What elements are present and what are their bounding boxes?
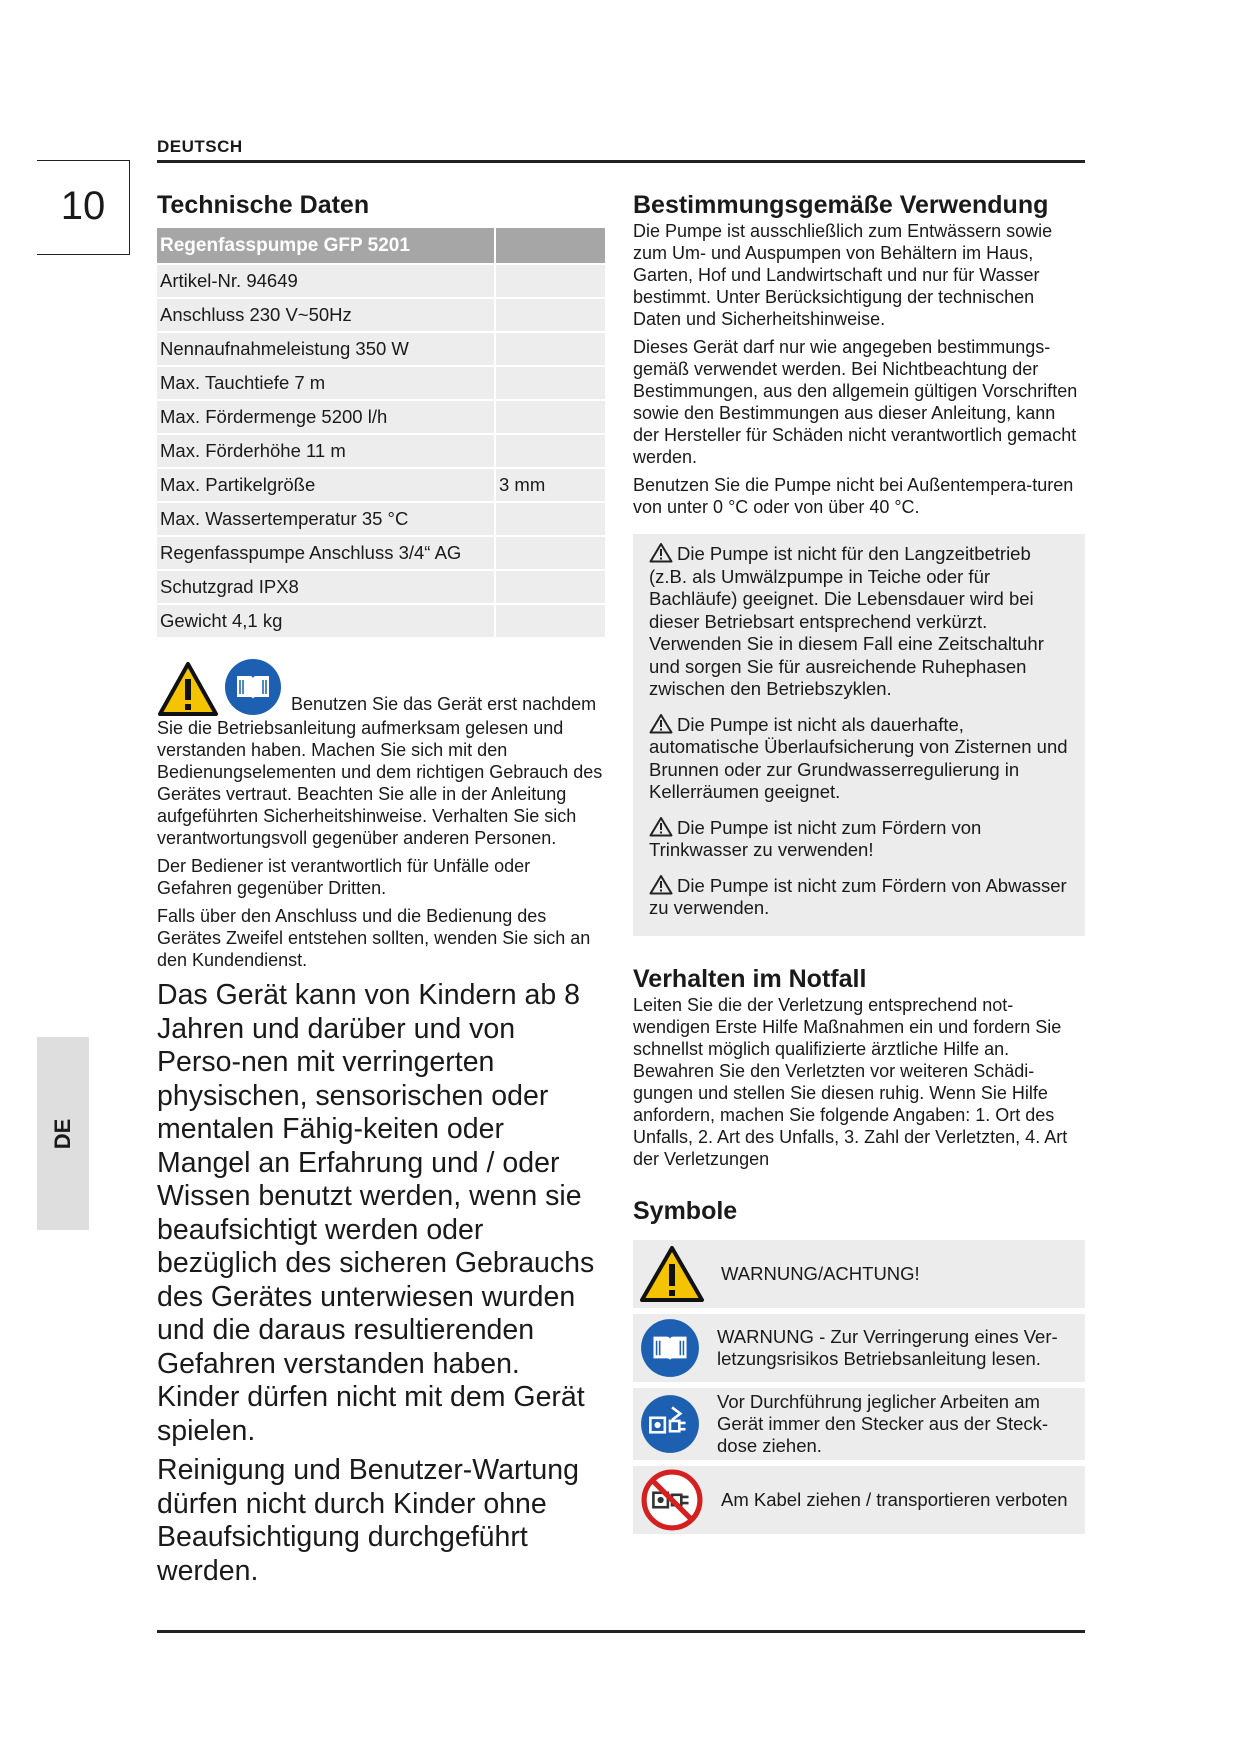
language-header: DEUTSCH	[157, 137, 243, 156]
spec-label: Artikel-Nr. 94649	[157, 264, 495, 298]
warning-item-text: Die Pumpe ist nicht für den Langzeitbetrieb (z.B. als Umwälzpumpe in Teiche oder für Bachläufe) geeignet. Die Lebensdauer wird bei dieser Betriebsart entsprechend verkürzt. Verwenden Sie in diesem Fall eine Zeitschaltuhr und sorgen Sie für ausreichende Ruhephasen zwischen den Betriebszyklen.	[649, 543, 1044, 699]
table-row	[157, 536, 605, 570]
table-row	[157, 570, 605, 604]
warning-item-text: Die Pumpe ist nicht als dauerhafte, automatische Überlaufsicherung von Zisternen und Brunnen oder zur Grundwasserregulierung in Kellerräumen geeignet.	[649, 713, 1068, 802]
warning-triangle-icon	[639, 1245, 705, 1303]
language-tab-label: DE	[50, 1118, 75, 1149]
spec-value	[495, 570, 605, 604]
left-column	[157, 190, 605, 1588]
spec-table	[157, 228, 605, 639]
spec-value: 3 mm	[495, 468, 605, 502]
warning-small-icon	[649, 816, 673, 837]
warning-item	[649, 874, 1069, 920]
customer-service-text: Falls über den Anschluss und die Bedienung des Gerätes Zweifel entstehen sollten, wenden Sie sich an den Kundendienst.	[157, 906, 591, 970]
warning-item	[649, 542, 1069, 701]
table-row	[157, 264, 605, 298]
table-row	[157, 502, 605, 536]
emergency-text: Leiten Sie die der Verletzung entsprechend not-wendigen Erste Hilfe Maßnahmen ein und fordern Sie schnellst möglich qualifizierte ärztliche Hilfe an. Bewahren Sie den Verletzten vor weiteren Schädi-gungen und stellen Sie diesen ruhig. Wenn Sie Hilfe anfordern, machen Sie folgende Angaben: 1. Ort des Unfalls, 2. Art des Unfalls, 3. Zahl der Verletzten, 4. Art der Verletzungen	[633, 994, 1068, 1169]
symbol-row-no-cable-pull	[633, 1466, 1085, 1534]
warning-small-icon	[649, 713, 673, 734]
spec-label: Max. Fördermenge 5200 l/h	[157, 400, 495, 434]
warning-item-text: Die Pumpe ist nicht zum Fördern von Abwasser zu verwenden.	[649, 874, 1067, 918]
intended-use-text: Die Pumpe ist ausschließlich zum Entwässern sowie zum Um- und Auspumpen von Behältern im Haus, Garten, Hof und Landwirtschaft und nur für Wasser bestimmt. Unter Berücksichtigung der technischen Daten und Sicherheitshinweise.	[633, 221, 1053, 329]
no-cable-pull-icon	[641, 1469, 703, 1531]
read-manual-icon	[639, 1317, 701, 1379]
spec-label: Anschluss 230 V~50Hz	[157, 298, 495, 332]
temperature-text: Benutzen Sie die Pumpe nicht bei Außentempera-turen von unter 0 °C oder von über 40 °C.	[633, 475, 1074, 517]
liability-text: Dieses Gerät darf nur wie angegeben bestimmungs-gemäß verwendet werden. Bei Nichtbeachtung der Bestimmungen, aus den allgemein gültigen Vorschriften sowie den Bestimmungen aus dieser Anleitung, kann der Hersteller für Schäden nicht verantwortlich gemacht werden.	[633, 337, 1078, 467]
symbol-text: WARNUNG - Zur Verringerung eines Ver-letzungsrisikos Betriebsanleitung lesen.	[717, 1325, 1058, 1369]
page-number: 10	[60, 184, 106, 228]
spec-label: Max. Tauchtiefe 7 m	[157, 366, 495, 400]
spec-label: Regenfasspumpe Anschluss 3/4“ AG	[157, 536, 495, 570]
cleaning-warning-text: Reinigung und Benutzer-Wartung dürfen nicht durch Kinder ohne Beaufsichtigung durchgeführt werden.	[157, 1454, 579, 1587]
spec-value	[495, 298, 605, 332]
spec-table-header	[157, 228, 605, 264]
warning-item-text: Die Pumpe ist nicht zum Fördern von Trinkwasser zu verwenden!	[649, 816, 982, 860]
spec-label: Max. Partikelgröße	[157, 468, 495, 502]
table-row	[157, 604, 605, 638]
spec-value	[495, 604, 605, 638]
symbols-title: Symbole	[633, 1196, 738, 1225]
spec-label: Schutzgrad IPX8	[157, 570, 495, 604]
warnings-box	[633, 534, 1085, 936]
read-manual-icon	[223, 657, 283, 717]
warning-small-icon	[649, 874, 673, 895]
spec-value	[495, 502, 605, 536]
unplug-icon	[639, 1393, 701, 1455]
emergency-section	[633, 964, 1085, 1170]
spec-label: Max. Wassertemperatur 35 °C	[157, 502, 495, 536]
symbol-text: Am Kabel ziehen / transportieren verboten	[721, 1488, 1068, 1510]
spec-value	[495, 264, 605, 298]
children-warning-text: Das Gerät kann von Kindern ab 8 Jahren und darüber und von Perso-nen mit verringerten physischen, sensorischen oder mentalen Fähig-keiten oder Mangel an Erfahrung und / oder Wissen benutzt werden, wenn sie beaufsichtigt werden oder bezüglich des sicheren Gebrauchs des Gerätes unterwiesen wurden und die daraus resultierenden Gefahren verstanden haben. Kinder dürfen nicht mit dem Gerät spielen.	[157, 979, 595, 1447]
spec-value	[495, 536, 605, 570]
spec-value	[495, 366, 605, 400]
spec-value	[495, 434, 605, 468]
emergency-title: Verhalten im Notfall	[633, 964, 867, 993]
top-rule	[157, 160, 1085, 163]
warning-small-icon	[649, 542, 673, 563]
warning-block	[157, 657, 605, 971]
symbol-row-read-manual	[633, 1314, 1085, 1382]
symbols-section	[633, 1196, 1085, 1534]
spec-header-cell: Regenfasspumpe GFP 5201	[157, 228, 495, 264]
spec-label: Max. Förderhöhe 11 m	[157, 434, 495, 468]
warning-triangle-icon	[157, 661, 219, 717]
spec-label: Gewicht 4,1 kg	[157, 604, 495, 638]
operator-responsibility-text: Der Bediener ist verantwortlich für Unfälle oder Gefahren gegenüber Dritten.	[157, 856, 531, 898]
spec-value	[495, 332, 605, 366]
table-row	[157, 468, 605, 502]
warning-text: Sie die Betriebsanleitung aufmerksam gelesen und verstanden haben. Machen Sie sich mit den Bedienungselementen und dem richtigen Gebrauch des Gerätes vertraut. Beachten Sie alle in der Anleitung aufgeführten Sicherheitshinweise. Verhalten Sie sich verantwortungsvoll gegenüber anderen Personen.	[157, 718, 603, 848]
table-row	[157, 332, 605, 366]
spec-value	[495, 400, 605, 434]
symbol-text: Vor Durchführung jeglicher Arbeiten am Gerät immer den Stecker aus der Steck-dose ziehen.	[717, 1390, 1049, 1456]
spec-label: Nennaufnahmeleistung 350 W	[157, 332, 495, 366]
right-column	[633, 190, 1085, 1540]
bottom-rule	[157, 1630, 1085, 1633]
symbol-row-warning	[633, 1240, 1085, 1308]
table-row	[157, 400, 605, 434]
symbol-row-unplug	[633, 1388, 1085, 1460]
warning-icon-row	[157, 657, 605, 717]
warning-item	[649, 816, 1069, 862]
symbol-text: WARNUNG/ACHTUNG!	[721, 1262, 920, 1284]
warning-first-line: Benutzen Sie das Gerät erst nachdem	[291, 694, 597, 714]
table-row	[157, 298, 605, 332]
language-tab	[37, 1037, 89, 1230]
warning-item	[649, 713, 1069, 804]
table-row	[157, 366, 605, 400]
intended-use-title: Bestimmungsgemäße Verwendung	[633, 191, 1049, 219]
spec-header-cell-empty	[495, 228, 605, 264]
table-row	[157, 434, 605, 468]
technical-data-title: Technische Daten	[157, 191, 370, 219]
